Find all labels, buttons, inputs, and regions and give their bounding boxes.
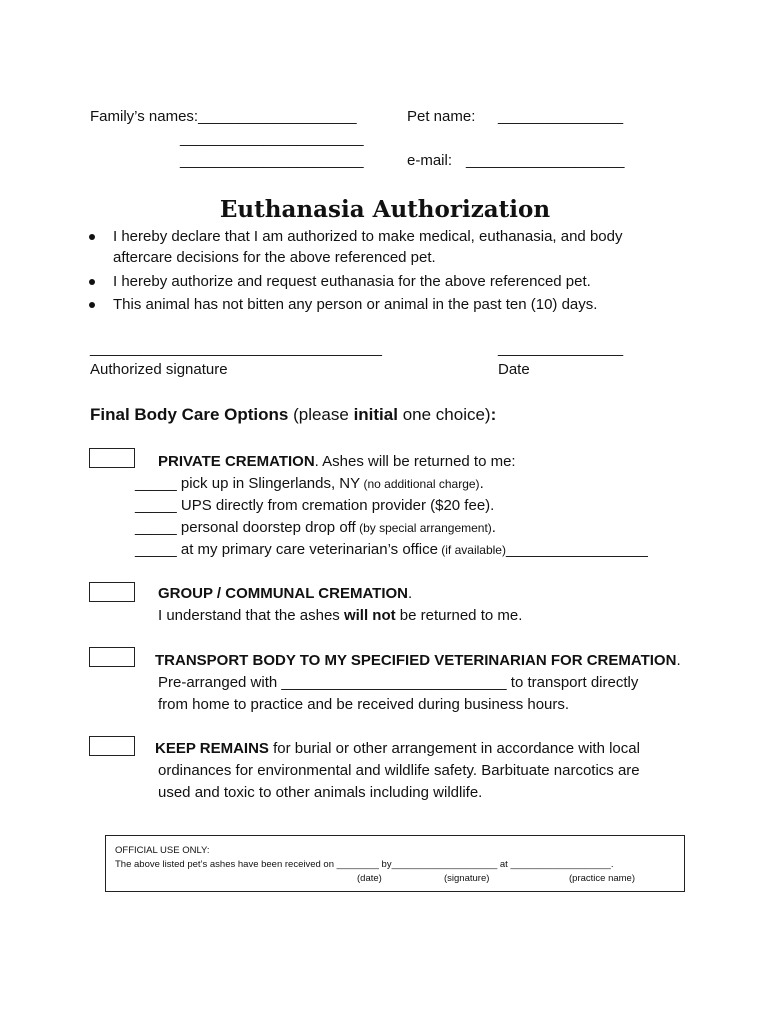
date-field[interactable]: _______________ — [498, 340, 624, 357]
keep-remains-line-3: used and toxic to other animals including wildlife. — [158, 784, 483, 801]
family-names-line-3[interactable]: ______________________ — [180, 152, 364, 169]
official-signature-label: (signature) — [444, 873, 490, 884]
official-use-line[interactable]: The above listed pet’s ashes have been received on ________ by____________________ at ___________________. — [115, 859, 614, 870]
bullet-icon — [89, 234, 95, 240]
private-option-pickup[interactable] — [135, 475, 484, 492]
transport-initial-box[interactable] — [89, 647, 135, 667]
private-option-vet-blank[interactable]: _________________ — [505, 541, 648, 558]
private-option-doorstep-end: . — [491, 519, 496, 536]
group-note-text: I understand that the ashes — [158, 607, 344, 624]
official-use-box — [105, 835, 685, 892]
keep-remains-initial-box[interactable] — [89, 736, 135, 756]
keep-remains-line-1 — [155, 740, 640, 757]
private-option-vet-note: (if available) — [437, 543, 506, 557]
options-heading-initial: initial — [353, 405, 398, 424]
official-use-heading: OFFICIAL USE ONLY: — [115, 845, 210, 856]
private-cremation-title-suffix: . Ashes will be returned to me: — [314, 453, 516, 470]
private-option-doorstep[interactable] — [135, 519, 496, 536]
declaration-text: I hereby authorize and request euthanasia for the above referenced pet. — [113, 273, 591, 290]
email-label: e-mail: — [407, 152, 453, 169]
official-date-label: (date) — [357, 873, 382, 884]
group-note-text-end: be returned to me. — [395, 607, 523, 624]
family-names-line-2[interactable]: ______________________ — [180, 130, 364, 147]
keep-remains-line-1-text: for burial or other arrangement in accordance with local — [268, 740, 640, 757]
group-cremation-initial-box[interactable] — [89, 582, 135, 602]
options-heading-colon: : — [490, 405, 497, 424]
private-option-doorstep-note: (by special arrangement) — [355, 521, 492, 535]
group-note-bold: will not — [343, 607, 396, 624]
private-option-pickup-text: _____ pick up in Slingerlands, NY — [135, 475, 361, 492]
pet-name-field[interactable]: _______________ — [498, 108, 624, 125]
signature-label: Authorized signature — [90, 361, 228, 378]
private-option-pickup-note: (no additional charge) — [360, 477, 480, 491]
options-heading-text: (please — [288, 405, 354, 424]
group-cremation-title-end: . — [408, 585, 413, 602]
private-cremation-initial-box[interactable] — [89, 448, 135, 468]
private-option-doorstep-text: _____ personal doorstep drop off — [135, 519, 356, 536]
declaration-text: This animal has not bitten any person or animal in the past ten (10) days. — [113, 296, 598, 313]
pet-name-label: Pet name: — [407, 108, 476, 125]
group-cremation-title — [158, 585, 412, 602]
signature-field[interactable]: ___________________________________ — [90, 340, 382, 357]
options-heading — [90, 405, 496, 425]
transport-title-end: . — [676, 652, 681, 669]
private-option-vet-office[interactable] — [135, 541, 648, 558]
keep-remains-line-2: ordinances for environmental and wildlife safety. Barbituate narcotics are — [158, 762, 640, 779]
private-cremation-title — [158, 453, 516, 470]
declaration-text: aftercare decisions for the above referenced pet. — [113, 249, 436, 266]
private-cremation-title-bold: PRIVATE CREMATION — [158, 453, 315, 470]
transport-line-1[interactable]: Pre-arranged with ___________________________ to transport directly — [158, 674, 639, 691]
bullet-icon — [89, 279, 95, 285]
declaration-text: I hereby declare that I am authorized to make medical, euthanasia, and body — [113, 228, 623, 245]
keep-remains-title: KEEP REMAINS — [155, 740, 269, 757]
transport-title — [155, 652, 681, 669]
date-label: Date — [498, 361, 530, 378]
private-option-ups[interactable]: _____ UPS directly from cremation provider ($20 fee). — [135, 497, 495, 514]
bullet-icon — [89, 302, 95, 308]
private-option-vet-text: _____ at my primary care veterinarian’s office — [135, 541, 438, 558]
form-title: Euthanasia Authorization — [219, 196, 551, 223]
group-cremation-note — [158, 607, 522, 624]
group-cremation-title-bold: GROUP / COMMUNAL CREMATION — [158, 585, 408, 602]
transport-line-2: from home to practice and be received during business hours. — [158, 696, 570, 713]
private-option-pickup-end: . — [479, 475, 484, 492]
family-names-field[interactable]: Family’s names:___________________ — [90, 108, 357, 125]
options-heading-text: one choice) — [397, 405, 491, 424]
transport-title-bold: TRANSPORT BODY TO MY SPECIFIED VETERINARIAN FOR CREMATION — [155, 652, 677, 669]
options-heading-bold: Final Body Care Options — [90, 405, 289, 424]
official-practice-label: (practice name) — [569, 873, 635, 884]
email-field[interactable]: ___________________ — [466, 152, 625, 169]
